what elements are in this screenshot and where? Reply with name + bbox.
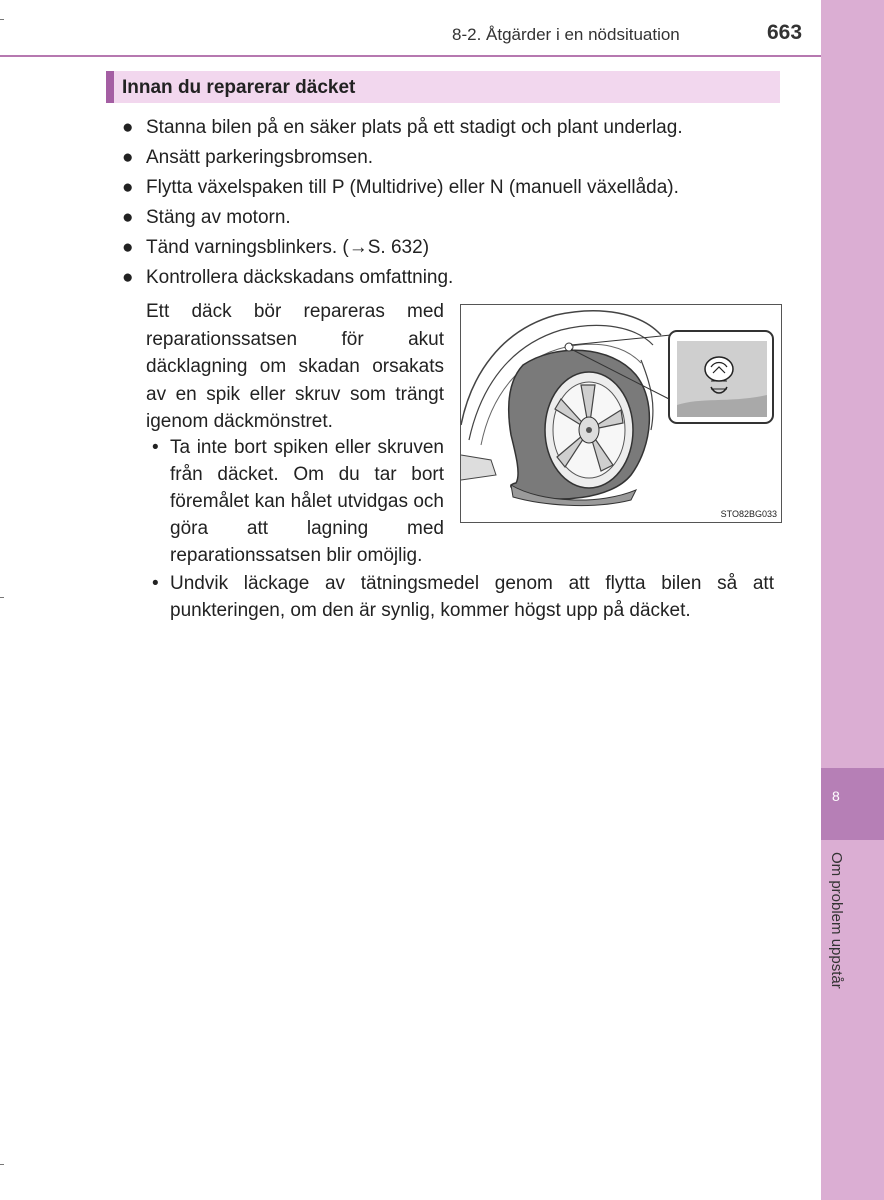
crop-mark [0,19,4,20]
bullet-icon: ● [122,237,134,258]
sub-bullet-icon: • [152,573,159,594]
chapter-number: 8 [832,788,840,804]
side-tab [821,0,884,1200]
sub-bullet-text: Undvik läckage av tätningsmedel genom att flytta bilen så att punkteringen, om den är synlig, kommer högst upp på däcket. [170,573,774,621]
title-accent-bar [106,71,114,103]
bullet-text: Stanna bilen på en säker plats på ett stadigt och plant underlag. [146,117,683,138]
list-item [122,263,683,293]
bullet-icon: ● [122,177,134,198]
bullet-text: Kontrollera däckskadans omfattning. [146,267,454,288]
sub-bullet-item [152,434,444,569]
chapter-title: Om problem uppstår [828,852,845,989]
crop-mark [0,1164,4,1165]
chapter-tab[interactable] [821,768,884,840]
page-number: 663 [767,21,803,44]
section-title: Innan du reparerar däcket [122,77,356,98]
list-item [122,143,683,173]
bullet-text: Tänd varningsblinkers. (→S. 632) [146,237,430,258]
figure-code: STO82BG033 [720,509,777,519]
bullet-list [122,113,683,293]
tire-illustration [460,304,782,523]
list-item [122,113,683,143]
crop-mark [0,597,4,598]
bullet-icon: ● [122,207,134,228]
sub-bullet-icon: • [152,437,159,458]
bullet-text: Flytta växelspaken till P (Multidrive) eller N (manuell växellåda). [146,177,679,198]
sub-bullet-item [152,570,774,624]
section-title-box [106,71,780,103]
bullet-icon: ● [122,267,134,288]
list-item [122,233,683,263]
bullet-icon: ● [122,117,134,138]
sub-bullet-text: Ta inte bort spiken eller skruven från däcket. Om du tar bort föremålet kan hålet utvidgas och göra att lagning med reparationssatsen blir omöjlig. [170,437,444,566]
list-item [122,173,683,203]
body-paragraph: Ett däck bör repareras med reparationssatsen för akut däcklagning om skadan orsakats av en spik eller skruv som trängt igenom däckmönstret. [146,301,444,432]
list-item [122,203,683,233]
bullet-icon: ● [122,147,134,168]
bullet-text: Stäng av motorn. [146,207,291,228]
bullet-text: Ansätt parkeringsbromsen. [146,147,374,168]
section-path: 8-2. Åtgärder i en nödsituation [452,25,680,44]
header-rule [0,55,822,57]
flat-tire-with-screw-illustration [461,305,781,522]
